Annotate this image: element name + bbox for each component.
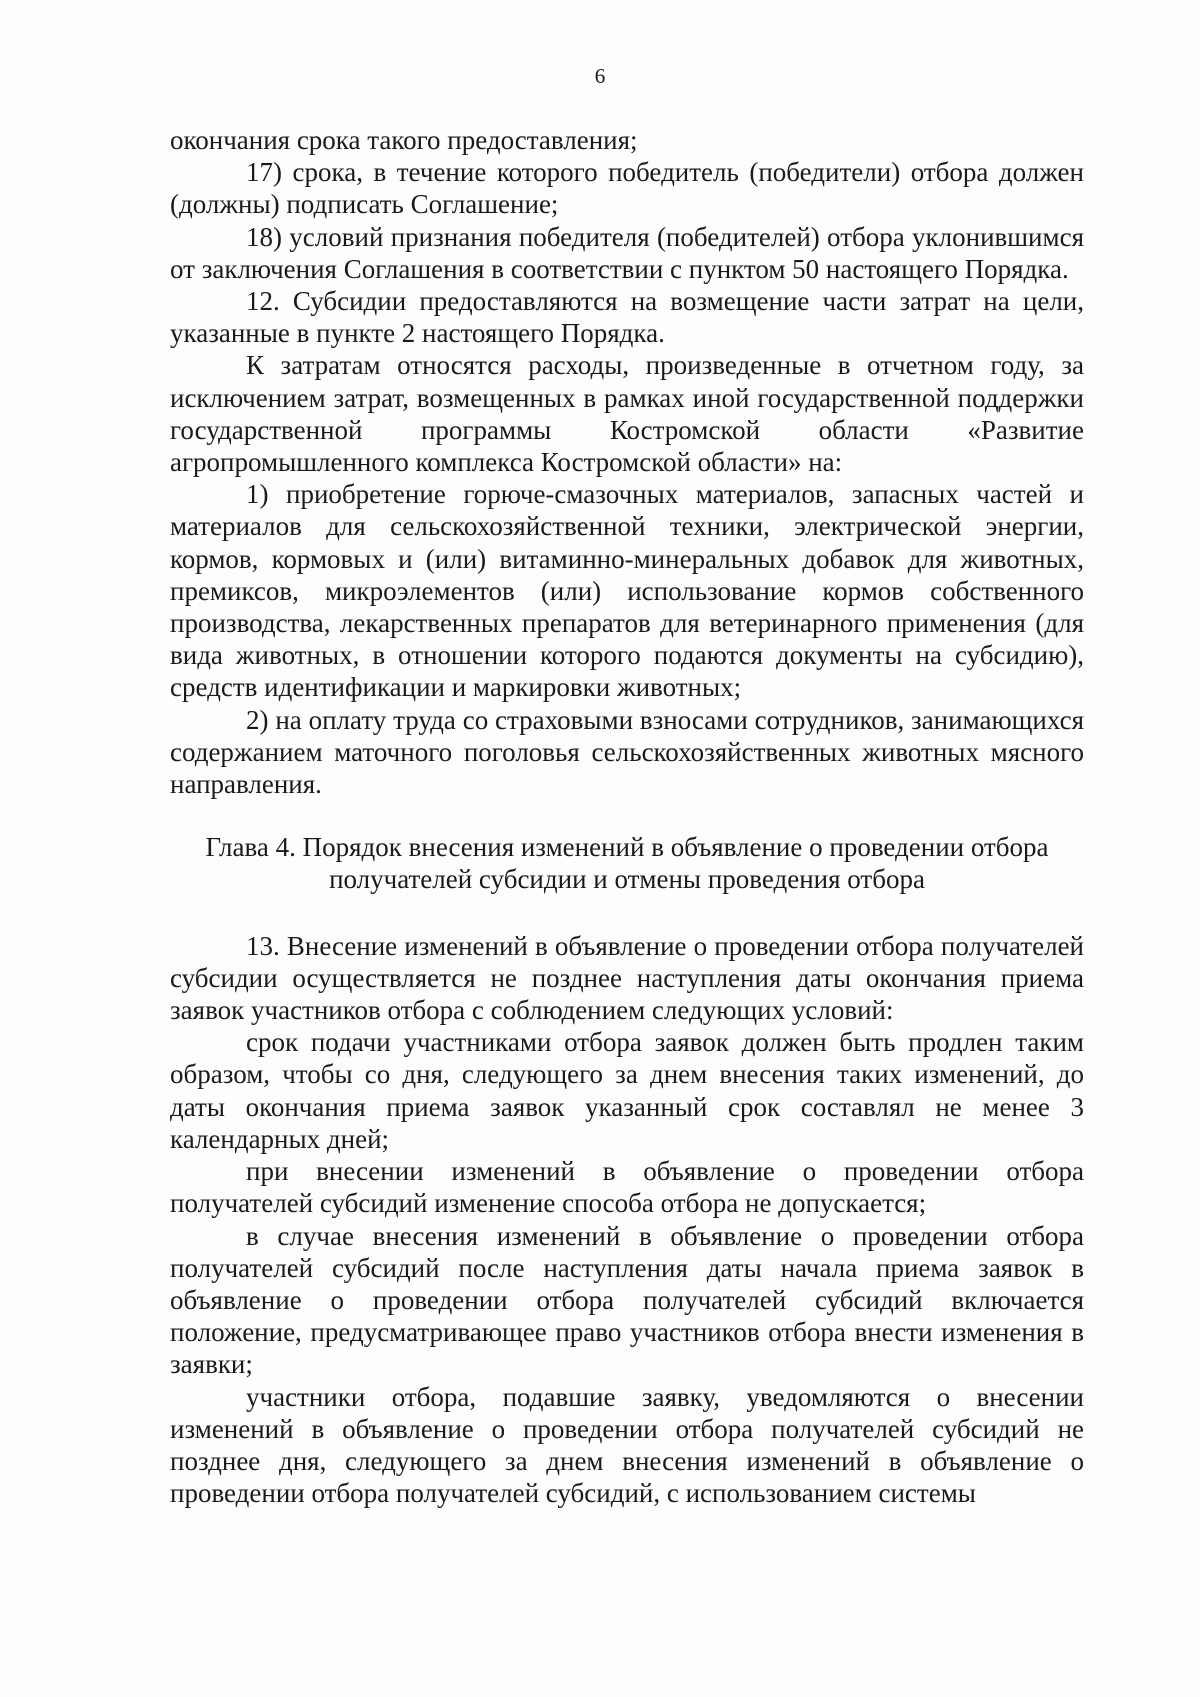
chapter-heading-line-1: Глава 4. Порядок внесения изменений в объявление о проведении отбора	[205, 832, 1049, 863]
paragraph: 17) срока, в течение которого победитель (победители) отбора должен (должны) подписать Соглашение;	[170, 157, 1084, 220]
paragraph: участники отбора, подавшие заявку, уведомляются о внесении изменений в объявление о проведении отбора получателей субсидий не позднее дня, следующего за днем внесения изменений в объявление о проведении отбора получателей субсидий, с использованием системы	[170, 1381, 1084, 1509]
paragraph: 13. Внесение изменений в объявление о проведении отбора получателей субсидии осуществляется не позднее наступления даты окончания приема заявок участников отбора с соблюдением следующих условий:	[170, 930, 1084, 1026]
paragraph: 12. Субсидии предоставляются на возмещение части затрат на цели, указанные в пункте 2 настоящего Порядка.	[170, 286, 1084, 349]
paragraph: окончания срока такого предоставления;	[170, 125, 638, 155]
paragraph: в случае внесения изменений в объявление о проведении отбора получателей субсидий после наступления даты начала приема заявок в объявление о проведении отбора получателей субсидий включается положение, предусматривающее право участников отбора внести изменения в заявки;	[170, 1220, 1084, 1380]
chapter-heading	[170, 831, 1084, 895]
document-body	[170, 124, 1084, 1509]
paragraph: при внесении изменений в объявление о проведении отбора получателей субсидий изменение способа отбора не допускается;	[170, 1156, 1084, 1219]
paragraph: К затратам относятся расходы, произведенные в отчетном году, за исключением затрат, возмещенных в рамках иной государственной поддержки государственной программы Костромской области «Развитие агропромышленного комплекса Костромской области» на:	[170, 350, 1084, 478]
paragraph: 1) приобретение горюче-смазочных материалов, запасных частей и материалов для сельскохозяйственной техники, электрической энергии, кормов, кормовых и (или) витаминно-минеральных добавок для животных, премиксов, микроэлементов (или) использование кормов собственного производства, лекарственных препаратов для ветеринарного применения (для вида животных, в отношении которого подаются документы на субсидию), средств идентификации и маркировки животных;	[170, 479, 1084, 703]
chapter-heading-line-2: получателей субсидии и отмены проведения отбора	[329, 864, 925, 895]
paragraph: 18) условий признания победителя (победителей) отбора уклонившимся от заключения Соглашения в соответствии с пунктом 50 настоящего Порядка.	[170, 221, 1084, 284]
paragraphs-before-heading	[170, 124, 1084, 800]
paragraph: срок подачи участниками отбора заявок должен быть продлен таким образом, чтобы со дня, следующего за днем внесения таких изменений, до даты окончания приема заявок указанный срок составлял не менее 3 календарных дней;	[170, 1027, 1084, 1154]
page-number: 6	[594, 64, 606, 88]
paragraph: 2) на оплату труда со страховыми взносами сотрудников, занимающихся содержанием маточного поголовья сельскохозяйственных животных мясного направления.	[170, 704, 1084, 800]
paragraphs-after-heading	[170, 930, 1084, 1510]
